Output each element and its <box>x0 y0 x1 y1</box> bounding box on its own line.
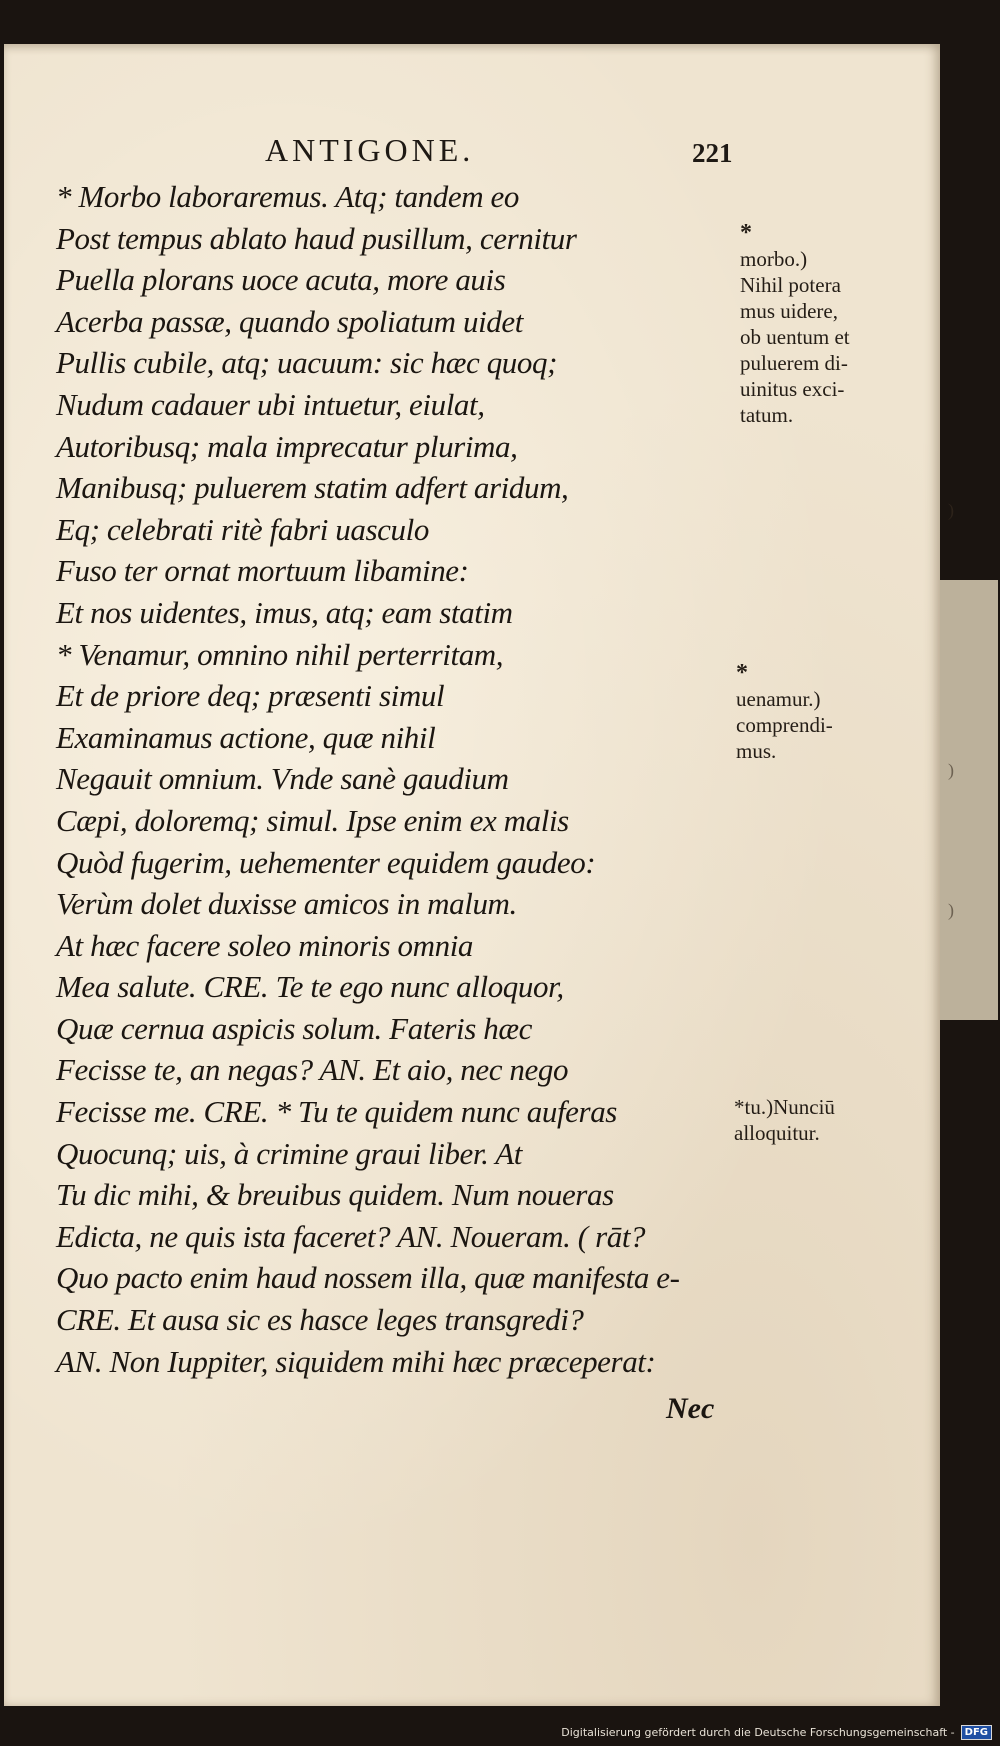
marginal-note-uenamur <box>736 660 833 764</box>
text-line: Quòd fugerim, uehementer equidem gaudeo: <box>56 844 596 880</box>
verse-text-block <box>56 176 736 1382</box>
text-line: Mea salute. CRE. Te te ego nunc alloquor, <box>56 969 564 1005</box>
note-line: mus uidere, <box>740 299 838 323</box>
facing-page-mark: ) <box>948 900 954 920</box>
text-line: * Morbo laboraremus. Atq; tandem eo <box>56 179 520 214</box>
text-line: Pullis cubile, atq; uacuum: sic hæc quoq; <box>56 345 558 381</box>
note-line: uenamur.) <box>736 687 821 711</box>
text-line: Acerba passæ, quando spoliatum uidet <box>56 303 523 339</box>
text-line: Cæpi, doloremq; simul. Ipse enim ex malis <box>56 802 569 838</box>
marginal-note-tu <box>734 1094 835 1146</box>
note-line: uinitus exci- <box>740 377 845 401</box>
text-line: AN. Non Iuppiter, siquidem mihi hæc præceperat: <box>56 1343 656 1379</box>
text-line: Post tempus ablato haud pusillum, cernitur <box>56 220 577 256</box>
text-line: * Venamur, omnino nihil perterritam, <box>56 636 504 672</box>
facing-page-mark: ) <box>948 760 954 780</box>
text-line: Et nos uidentes, imus, atq; eam statim <box>56 594 513 630</box>
text-line: Fecisse te, an negas? AN. Et aio, nec nego <box>56 1052 569 1088</box>
text-line: Examinamus actione, quæ nihil <box>56 719 436 755</box>
text-line: Edicta, ne quis ista faceret? AN. Noueram. ( rāt? <box>56 1218 646 1254</box>
funding-credit: Digitalisierung gefördert durch die Deutsche Forschungsgemeinschaft - <box>561 1726 955 1739</box>
note-line: ob uentum et <box>740 325 850 349</box>
text-line: Quo pacto enim haud nossem illa, quæ manifesta e- <box>56 1260 680 1296</box>
facing-page-mark: ) <box>948 500 954 520</box>
note-line: morbo.) <box>740 247 808 271</box>
text-line: Autoribusq; mala imprecatur plurima, <box>56 428 518 464</box>
catchword: Nec <box>666 1392 715 1425</box>
dfg-logo: DFG <box>961 1725 992 1740</box>
text-line: CRE. Et ausa sic es hasce leges transgredi? <box>56 1302 584 1338</box>
note-asterisk: * <box>740 220 752 246</box>
text-line: At hæc facere soleo minoris omnia <box>56 927 474 963</box>
text-line: Quæ cernua aspicis solum. Fateris hæc <box>56 1010 533 1046</box>
note-line: tatum. <box>740 403 794 427</box>
text-line: Negauit omnium. Vnde sanè gaudium <box>56 761 509 797</box>
digitization-footer <box>561 1725 992 1740</box>
text-line: Nudum cadauer ubi intuetur, eiulat, <box>56 386 485 422</box>
marginal-note-morbo <box>740 220 850 428</box>
text-line: Et de priore deq; præsenti simul <box>56 678 445 714</box>
text-line: Fuso ter ornat mortuum libamine: <box>56 553 469 589</box>
note-line: alloquitur. <box>734 1121 820 1145</box>
note-line: comprendi- <box>736 713 833 737</box>
note-line: Nihil potera <box>740 273 841 297</box>
text-line: Tu dic mihi, & breuibus quidem. Num noueras <box>56 1177 614 1213</box>
page-number: 221 <box>692 138 733 168</box>
note-line: *tu.)Nunciū <box>734 1095 835 1119</box>
note-line: mus. <box>736 739 777 763</box>
running-title: ANTIGONE. <box>265 132 475 168</box>
note-line: puluerem di- <box>740 351 848 375</box>
text-line: Manibusq; puluerem statim adfert aridum, <box>56 470 569 506</box>
text-line: Verùm dolet duxisse amicos in malum. <box>56 886 517 922</box>
text-line: Puella plorans uoce acuta, more auis <box>56 262 506 298</box>
text-line: Eq; celebrati ritè fabri uasculo <box>56 511 429 547</box>
note-asterisk: * <box>736 660 748 686</box>
facing-page-edge <box>940 580 998 1020</box>
text-line: Fecisse me. CRE. * Tu te quidem nunc auferas <box>56 1094 617 1130</box>
text-line: Quocunq; uis, à crimine graui liber. At <box>56 1135 523 1171</box>
